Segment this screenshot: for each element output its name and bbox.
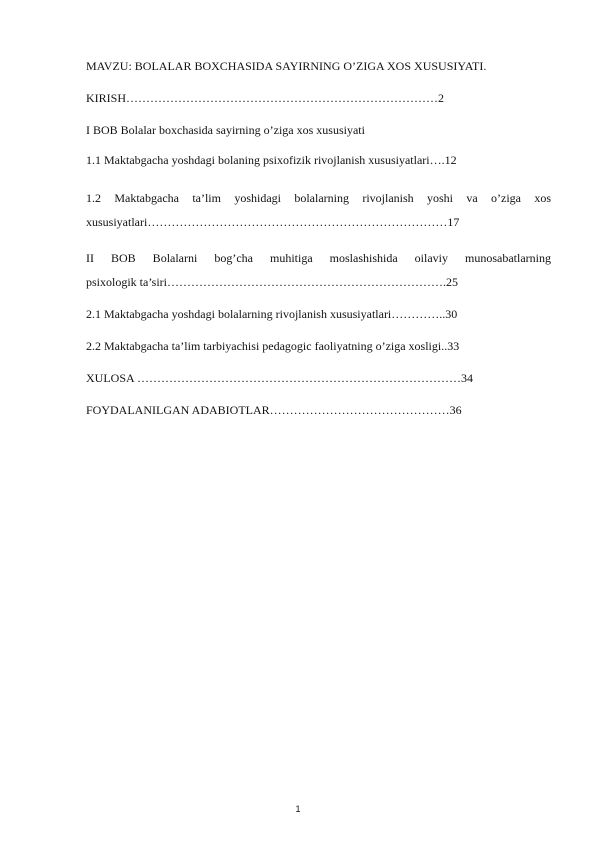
toc-entry-kirish: KIRISH……………………………………………………………………2 (86, 91, 445, 105)
toc-entry-xulosa: XULOSA ………………………………………………………………………34 (86, 371, 474, 385)
toc-entry-bob-2-line-2: psixologik ta’siri…………………………………………………………….25 (86, 275, 458, 289)
toc-entry-adabiyotlar: FOYDALANILGAN ADABIOTLAR………………………………………36 (86, 403, 462, 417)
document-title: MAVZU: BOLALAR BOXCHASIDA SAYIRNING O’ZIGA XOS XUSUSIYATI. (86, 59, 487, 73)
toc-entry-1-1: 1.1 Maktabgacha yoshdagi bolaning psixofizik rivojlanish xususiyatlari….12 (86, 153, 457, 167)
page-number: 1 (295, 804, 301, 814)
toc-entry-1-2-line-2: xususiyatlari…………………………………………………………………17 (86, 215, 460, 229)
toc-entry-bob-2-line-1: II BOB Bolalarni bog’cha muhitiga moslashishida oilaviy munosabatlarning (86, 251, 551, 265)
toc-entry-2-2: 2.2 Maktabgacha ta’lim tarbiyachisi pedagogic faoliyatning o’ziga xosligi..33 (86, 339, 460, 353)
toc-entry-bob-1: I BOB Bolalar boxchasida sayirning o’ziga xos xususiyati (86, 123, 365, 137)
toc-entry-2-1: 2.1 Maktabgacha yoshdagi bolalarning rivojlanish xususiyatlari…………..30 (86, 307, 458, 321)
toc-entry-1-2-line-1: 1.2 Maktabgacha ta’lim yoshidagi bolalarning rivojlanish yoshi va o’ziga xos (86, 191, 551, 205)
